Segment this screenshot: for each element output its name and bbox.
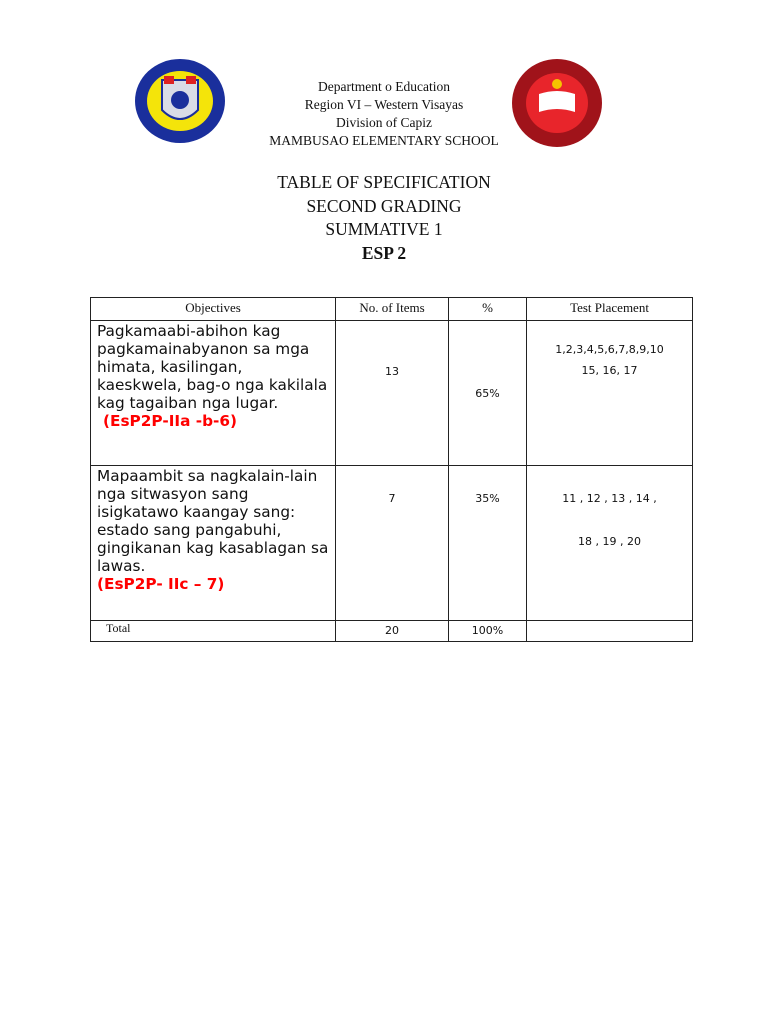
objective-cell xyxy=(91,321,336,466)
placement-cell xyxy=(527,466,693,621)
grading-line: SECOND GRADING xyxy=(306,195,462,216)
department-line: Department o Education xyxy=(318,79,450,94)
table-header xyxy=(91,298,693,321)
school-line: MAMBUSAO ELEMENTARY SCHOOL xyxy=(269,133,499,148)
placement-cell xyxy=(527,321,693,466)
placement-value: 11 , 12 , 13 , 14 , xyxy=(562,492,657,505)
objective-text: Mapaambit sa nagkalain-lain nga sitwasyon sang isigkatawo kaangay sang: estado sang pangabuhi, gingikanan kag kasablagan sa lawas. xyxy=(97,467,329,575)
table-row xyxy=(91,466,693,621)
title-line: TABLE OF SPECIFICATION xyxy=(277,172,491,192)
total-percent: 100% xyxy=(449,621,527,642)
items-value: 7 xyxy=(388,492,396,505)
percent-value: 35% xyxy=(475,492,500,505)
specification-table xyxy=(90,297,693,642)
percent-value: 65% xyxy=(475,387,500,400)
items-value: 13 xyxy=(385,365,399,378)
letterhead xyxy=(0,78,768,150)
items-cell xyxy=(336,466,449,621)
total-row xyxy=(91,621,693,642)
items-cell xyxy=(336,321,449,466)
region-line: Region VI – Western Visayas xyxy=(304,97,464,112)
objective-cell xyxy=(91,466,336,621)
column-header: No. of Items xyxy=(336,298,449,321)
percent-cell xyxy=(449,466,527,621)
summative-line: SUMMATIVE 1 xyxy=(325,219,443,239)
total-label: Total xyxy=(91,621,336,642)
percent-cell xyxy=(449,321,527,466)
placement-value: 18 , 19 , 20 xyxy=(578,535,641,548)
table-row xyxy=(91,321,693,466)
objective-text: Pagkamaabi-abihon kag pagkamainabyanon sa mga himata, kasilingan, kaeskwela, bag-o nga kakilala kag tagaiban nga lugar. xyxy=(97,322,328,412)
column-header: % xyxy=(449,298,527,321)
column-header: Objectives xyxy=(91,298,336,321)
placement-value: 15, 16, 17 xyxy=(581,364,638,377)
total-placement xyxy=(527,621,693,642)
subject-line: ESP 2 xyxy=(361,242,407,263)
competency-code: (EsP2P-IIa -b-6) xyxy=(103,412,238,430)
division-line: Division of Capiz xyxy=(336,115,432,130)
column-header: Test Placement xyxy=(527,298,693,321)
placement-value: 1,2,3,4,5,6,7,8,9,10 xyxy=(555,343,664,356)
total-items: 20 xyxy=(336,621,449,642)
competency-code: (EsP2P- IIc – 7) xyxy=(97,575,225,593)
document-title xyxy=(0,171,768,265)
